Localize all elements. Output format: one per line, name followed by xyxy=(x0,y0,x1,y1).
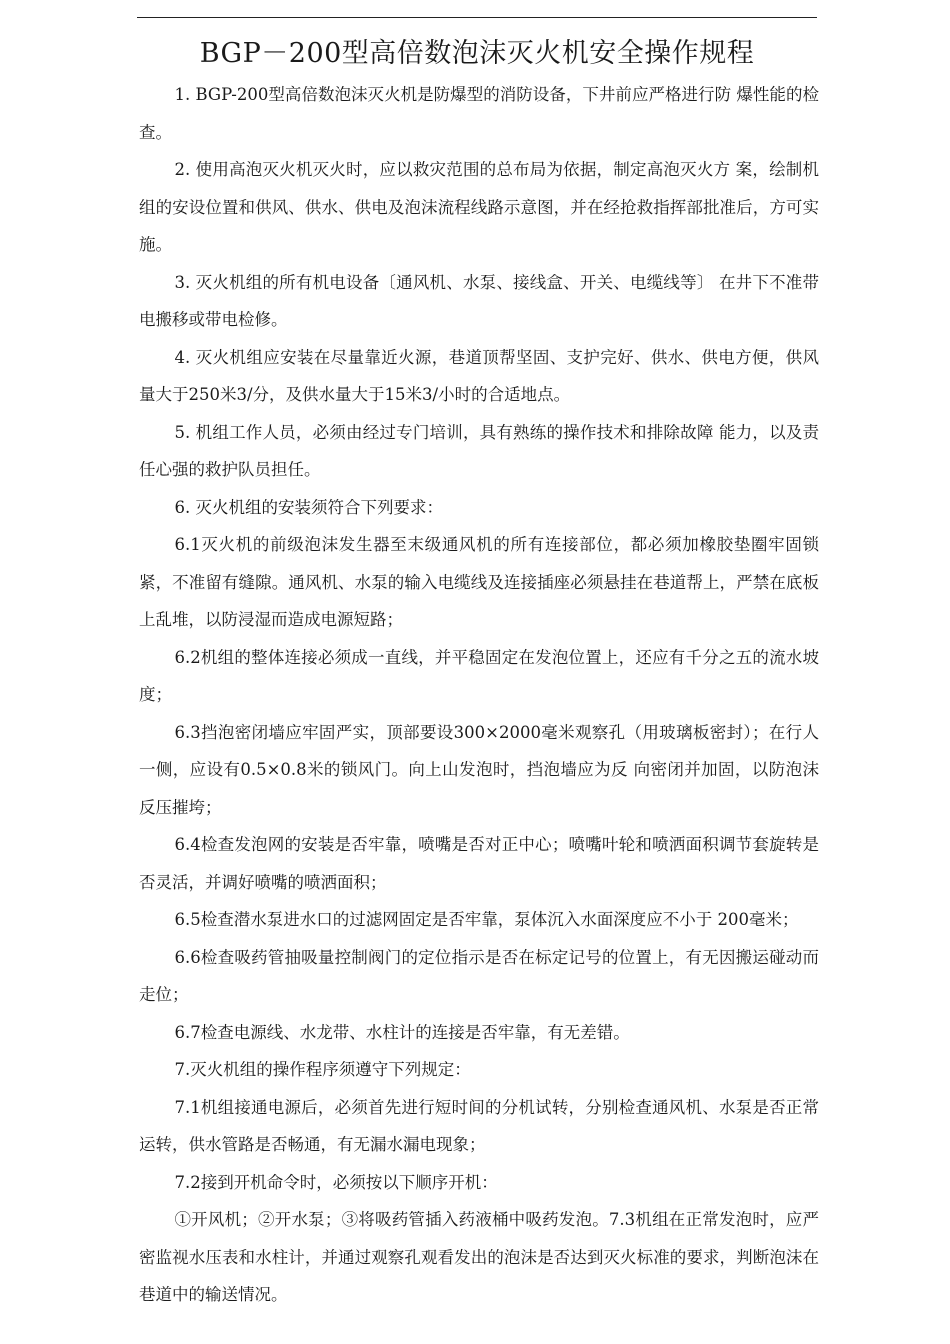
paragraph-6-5: 6.5检查潜水泵进水口的过滤网固定是否牢靠，泵体沉入水面深度应不小于 200毫米； xyxy=(174,910,799,929)
paragraph-6-4: 6.4检查发泡网的安装是否牢靠，喷嘴是否对正中心；喷嘴叶轮和喷洒面积调节套旋转是否灵活，并调好喷嘴的喷洒面积； xyxy=(139,835,819,892)
paragraph-6-2: 6.2机组的整体连接必须成一直线，并平稳固定在发泡位置上，还应有千分之五的流水坡度； xyxy=(139,647,819,704)
paragraph-6-7: 6.7检查电源线、水龙带、水柱计的连接是否牢靠，有无差错。 xyxy=(174,1022,630,1042)
paragraph-6-1: 6.1灭火机的前级泡沫发生器至末级通风机的所有连接部位，都必须加橡胶垫圈牢固锁紧，不准留有缝隙。通风机、水泵的输入电缆线及连接插座必须悬挂在巷道帮上，严禁在底板上乱堆，以防浸湿而造成电源短路； xyxy=(139,535,819,629)
paragraph-6-6: 6.6检查吸药管抽吸量控制阀门的定位指示是否在标定记号的位置上，有无因搬运碰动而走位； xyxy=(139,947,819,1004)
document-title: BGP－200型高倍数泡沫灭火机安全操作规程 xyxy=(199,38,755,69)
document-body xyxy=(139,76,819,1314)
paragraph-7: 7.灭火机组的操作程序须遵守下列规定： xyxy=(174,1060,471,1079)
paragraph-7-1: 7.1机组接通电源后，必须首先进行短时间的分机试转，分别检查通风机、水泵是否正常运转，供水管路是否畅通，有无漏水漏电现象； xyxy=(139,1097,819,1154)
paragraph-2: 2. 使用高泡灭火机灭火时，应以救灾范围的总布局为依据，制定高泡灭火方 案，绘制机组的安设位置和供风、供水、供电及泡沫流程线路示意图，并在经抢救指挥部批准后，方可实施。 xyxy=(139,160,819,254)
paragraph-6-3: 6.3挡泡密闭墙应牢固严实，顶部要设300×2000毫米观察孔（用玻璃板密封）；在行人一侧，应设有0.5×0.8米的锁风门。向上山发泡时，挡泡墙应为反 向密闭并加固，以防泡沫反压摧垮； xyxy=(139,722,819,817)
paragraph-7-2-steps: ①开风机；②开水泵；③将吸药管插入药液桶中吸药发泡。7.3机组在正常发泡时，应严密监视水压表和水柱计，并通过观察孔观看发出的泡沫是否达到灭火标准的要求，判断泡沫在巷道中的输送情况。 xyxy=(139,1210,819,1304)
paragraph-6: 6. 灭火机组的安装须符合下列要求： xyxy=(174,497,443,517)
paragraph-3: 3. 灭火机组的所有机电设备〔通风机、水泵、接线盒、开关、电缆线等〕 在井下不准带电搬移或带电检修。 xyxy=(139,272,819,329)
header-rule xyxy=(137,17,817,18)
paragraph-4: 4. 灭火机组应安装在尽量靠近火源，巷道顶帮坚固、支护完好、供水、供电方便，供风量大于250米3/分，及供水量大于15米3/小时的合适地点。 xyxy=(139,347,819,404)
paragraph-1: 1. BGP-200型高倍数泡沫灭火机是防爆型的消防设备，下井前应严格进行防 爆性能的检查。 xyxy=(139,85,819,142)
paragraph-5: 5. 机组工作人员，必须由经过专门培训，具有熟练的操作技术和排除故障 能力，以及责任心强的救护队员担任。 xyxy=(139,422,819,479)
paragraph-7-2: 7.2接到开机命令时，必须按以下顺序开机： xyxy=(174,1172,498,1192)
